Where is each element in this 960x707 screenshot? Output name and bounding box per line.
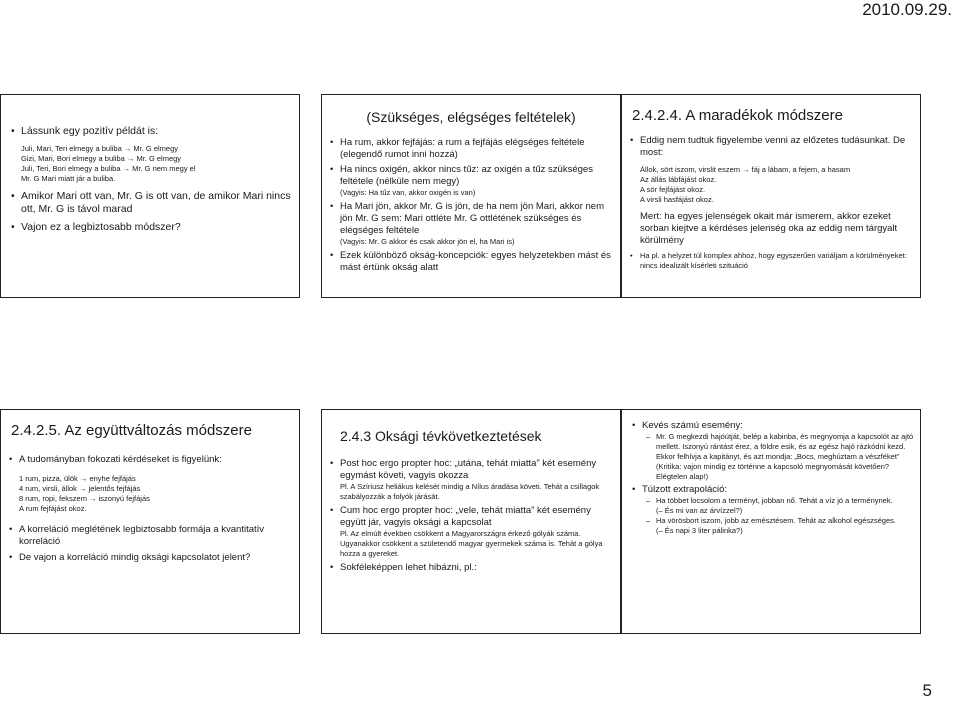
example-line: A rum fejfájást okoz. (19, 504, 87, 513)
example-line: Juli, Teri, Bori elmegy a buliba → Mr. G nem megy el (21, 164, 196, 173)
bullet-text: • A korreláció meglétének legbiztosabb formája a kvantitatív korreláció (7, 524, 295, 548)
slide-2 (321, 94, 621, 298)
header-date: 2010.09.29. (862, 0, 952, 19)
example-line: 1 rum, pizza, ülök → enyhe fejfájás (19, 474, 136, 483)
bullet-text: • Ha pl. a helyzet túl komplex ahhoz, hogy egyszerűen variáljam a körülményeket: nincs idealizált kísérleti szituáció (628, 251, 916, 271)
note-text: (Kritika: vajon mindig ez történne a kapcsoló megnyomását követően? Elégtelen alap!) (656, 462, 890, 481)
bullet-text: • Kevés számú esemény: (630, 420, 914, 432)
example-line: 4 rum, virsli, állok → jelentős fejfájás (19, 484, 141, 493)
dash-text: – Ha többet locsolom a terményt, jobban nő. Tehát a víz jó a terménynek. (644, 496, 914, 506)
bullet-text: • Eddig nem tudtuk figyelembe venni az előzetes tudásunkat. De most: (628, 135, 916, 159)
slide-6 (621, 409, 921, 634)
bullet-text: • Sokféleképpen lehet hibázni, pl.: (328, 562, 616, 574)
slide-5 (321, 409, 621, 634)
dash-text: – Ha vörösbort iszom, jobb az emésztésem. Tehát az alkohol egészséges. (644, 516, 914, 526)
note-text: (– És mi van az árvízzel?) (656, 506, 743, 515)
slide-4 (0, 409, 300, 634)
slide-title: 2.4.2.5. Az együttváltozás módszere (11, 422, 252, 439)
bullet-text: • Lássunk egy pozitív példát is: (9, 125, 293, 138)
bullet-text: • Ha nincs oxigén, akkor nincs tűz: az oxigén a tűz szükséges feltétele (nélküle nem megy) (328, 164, 616, 188)
slide-title: (Szükséges, elégséges feltételek) (366, 109, 576, 125)
bullet-text: • Vajon ez a legbiztosabb módszer? (9, 221, 293, 234)
example-line: Juli, Mari, Teri elmegy a buliba → Mr. G elmegy (21, 144, 178, 153)
bullet-text: • Ezek különböző okság-koncepciók: egyes helyzetekben mást és mást értünk okság alatt (328, 250, 616, 274)
bullet-text: • Túlzott extrapoláció: (630, 484, 914, 496)
bullet-text: • Ha rum, akkor fejfájás: a rum a fejfájás elégséges feltétele (elegendő rumot inni hozzá) (328, 137, 616, 161)
note-text: (Vagyis: Mr. G akkor és csak akkor jön el, ha Mari is) (340, 237, 515, 246)
example-line: Állok, sört iszom, virslit eszem → fáj a lábam, a fejem, a hasam (640, 165, 851, 174)
bullet-text: • Cum hoc ergo propter hoc: „vele, tehát miatta” két esemény együtt jár, vagyis oksági a kapcsolat (328, 505, 616, 529)
note-text: (Vagyis: Ha tűz van, akkor oxigén is van) (340, 188, 476, 197)
body-text: Mert: ha egyes jelenségek okait már ismerem, akkor ezeket sorban kiejtve a kérdéses jelenség oka az eddig nem tárgyalt körülmény (640, 211, 898, 246)
bullet-text: • A tudományban fokozati kérdéseket is figyelünk: (7, 454, 295, 466)
slide-1 (0, 94, 300, 298)
example-line: 8 rum, ropi, fekszem → iszonyú fejfájás (19, 494, 150, 503)
example-line: Az állás lábfájást okoz. (640, 175, 717, 184)
slide-title: 2.4.2.4. A maradékok módszere (632, 107, 843, 124)
bullet-text: • De vajon a korreláció mindig oksági kapcsolatot jelent? (7, 552, 295, 564)
note-text: (– És napi 3 liter pálinka?) (656, 526, 743, 535)
note-text: Pl. Az elmúlt években csökkent a Magyarországra érkező gólyák száma. Ugyanakkor csökkent a születendő magyar gyermekek száma is. Tehát a gólya hozza a gyereket. (340, 529, 603, 558)
example-line: A virsli hasfájást okoz. (640, 195, 714, 204)
page-number: 5 (922, 681, 932, 700)
note-text: Pl. A Szíriusz heliákus kelését mindig a Nílus áradása követi. Tehát a csillagok szabályozzák a folyók járását. (340, 482, 600, 501)
bullet-text: • Post hoc ergo propter hoc: „utána, tehát miatta” két esemény egymást követi, vagyis okozza (328, 458, 616, 482)
slide-title: 2.4.3 Oksági tévkövetkeztetések (340, 428, 542, 444)
example-line: Mr. G Mari miatt jár a buliba. (21, 174, 116, 183)
example-line: Gizi, Mari, Bori elmegy a buliba → Mr. G elmegy (21, 154, 182, 163)
example-line: A sör fejfájást okoz. (640, 185, 706, 194)
bullet-text: • Amikor Mari ott van, Mr. G is ott van, de amikor Mari nincs ott, Mr. G is távol marad (9, 190, 293, 216)
slide-3 (621, 94, 921, 298)
bullet-text: • Ha Mari jön, akkor Mr. G is jön, de ha nem jön Mari, akkor nem jön Mr. G sem: Mari ottléte Mr. G ottlétének szükséges és elégséges feltétele (328, 201, 616, 237)
dash-text: – Mr. G megkezdi hajóútját, belép a kabinba, és megnyomja a kapcsolót az ajtó mellett. Iszonyú rántást érez, a földre esik, és az egész hajó rázkódni kezd. Ekkor felhívja a kapitányt, és azt mondja: „Bocs, meghúztam a vészféket” (644, 432, 914, 462)
